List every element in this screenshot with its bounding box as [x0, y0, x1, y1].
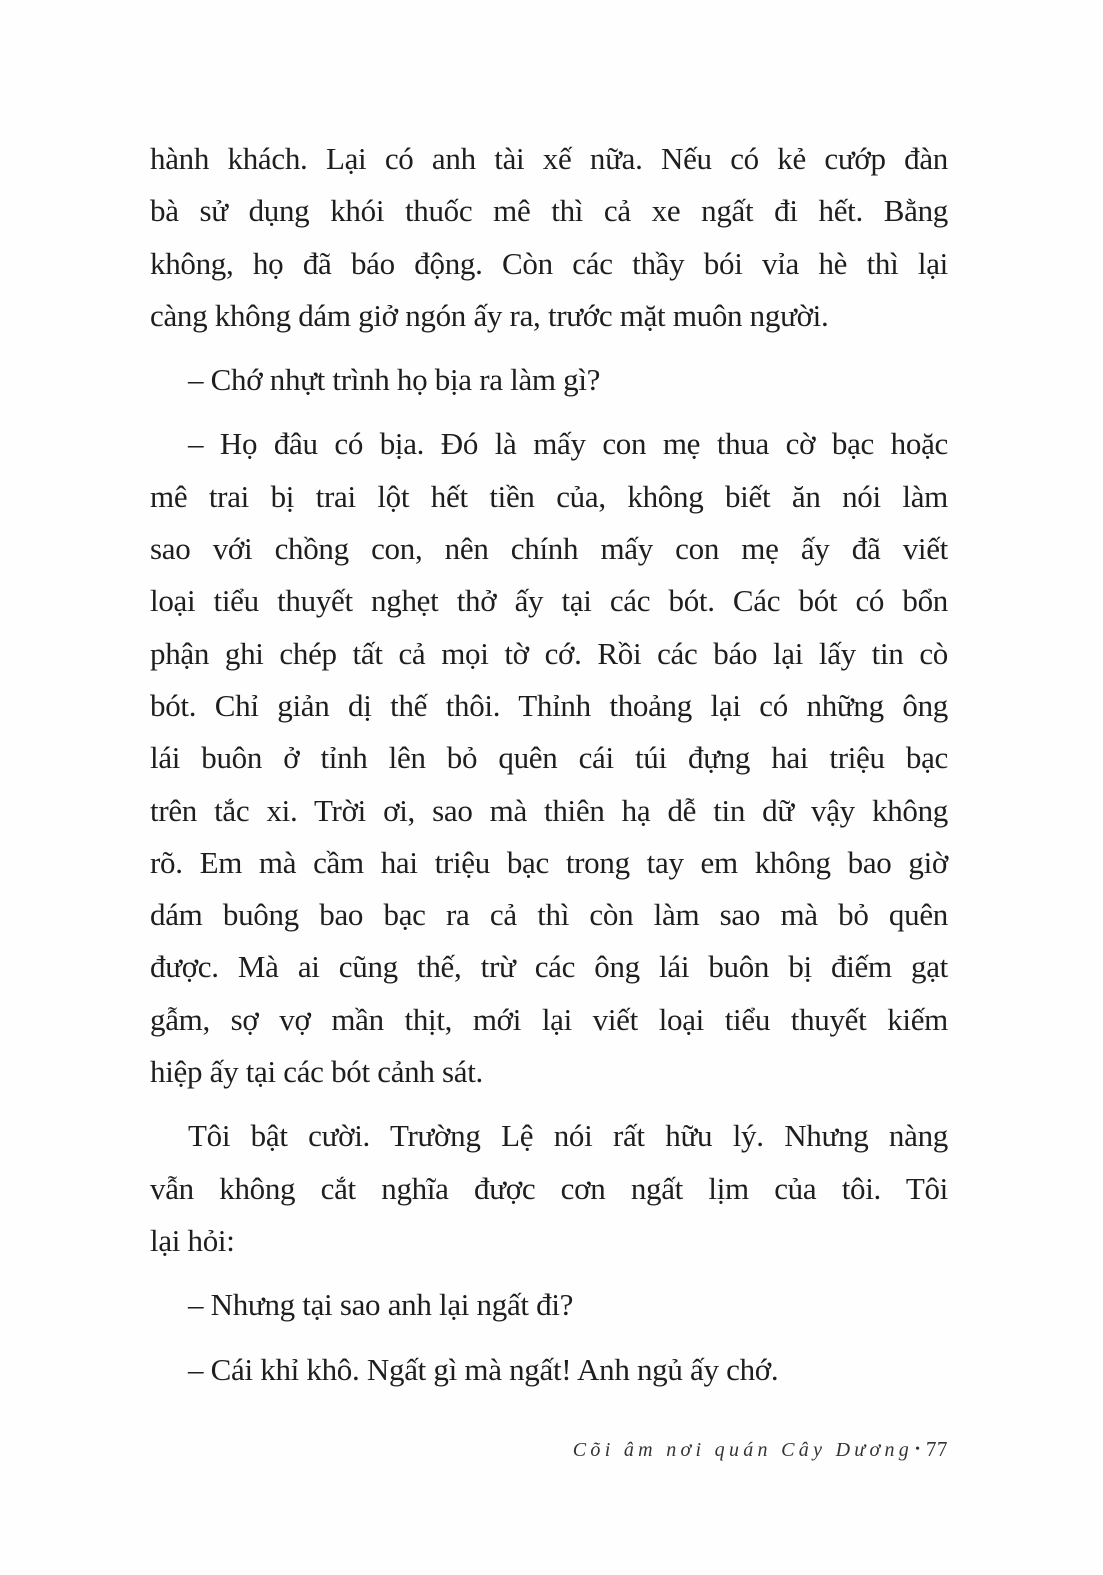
- page-number: 77: [926, 1437, 948, 1461]
- text-line: hiệp ấy tại các bót cảnh sát.: [150, 1054, 484, 1090]
- text-line: bót. Chỉ giản dị thế thôi. Thỉnh thoảng lại có những ông: [150, 687, 948, 723]
- paragraph-gap: [150, 342, 948, 354]
- text-line: được. Mà ai cũng thế, trừ các ông lái buôn bị điếm gạt: [150, 949, 948, 985]
- paragraph-gap: [150, 1332, 948, 1344]
- paragraph-gap: [150, 1267, 948, 1279]
- paragraph: [150, 133, 948, 342]
- text-line: mê trai bị trai lột hết tiền của, không biết ăn nói làm: [150, 478, 948, 514]
- text-line: loại tiểu thuyết nghẹt thở ấy tại các bót. Các bót có bổn: [150, 583, 948, 619]
- paragraph: [150, 1344, 948, 1396]
- paragraph: [150, 1110, 948, 1267]
- text-line: phận ghi chép tất cả mọi tờ cớ. Rồi các báo lại lấy tin cò: [150, 635, 948, 671]
- bullet-separator-icon: •: [915, 1442, 920, 1457]
- paragraph: [150, 418, 948, 1098]
- text-line: trên tắc xi. Trời ơi, sao mà thiên hạ dễ tin dữ vậy không: [150, 792, 948, 828]
- paragraph-gap: [150, 1098, 948, 1110]
- text-line: lái buôn ở tỉnh lên bỏ quên cái túi đựng hai triệu bạc: [150, 740, 948, 776]
- text-line: lại hỏi:: [150, 1222, 235, 1258]
- text-line: dám buông bao bạc ra cả thì còn làm sao mà bỏ quên: [150, 897, 948, 933]
- paragraph: [150, 1279, 948, 1331]
- dialogue-line: – Nhưng tại sao anh lại ngất đi?: [188, 1287, 574, 1323]
- dialogue-line: – Cái khỉ khô. Ngất gì mà ngất! Anh ngủ ấy chớ.: [188, 1351, 779, 1387]
- text-line: vẫn không cắt nghĩa được cơn ngất lịm của tôi. Tôi: [150, 1170, 948, 1206]
- text-line: sao với chồng con, nên chính mấy con mẹ ấy đã viết: [150, 531, 948, 567]
- paragraph-gap: [150, 406, 948, 418]
- text-line: rõ. Em mà cầm hai triệu bạc trong tay em không bao giờ: [150, 844, 948, 880]
- text-line: càng không dám giở ngón ấy ra, trước mặt muôn người.: [150, 297, 829, 333]
- dialogue-line: – Họ đâu có bịa. Đó là mấy con mẹ thua cờ bạc hoặc: [188, 426, 948, 462]
- paragraph: [150, 354, 948, 406]
- body-text: [150, 133, 948, 1396]
- text-line: hành khách. Lại có anh tài xế nữa. Nếu có kẻ cướp đàn: [150, 141, 948, 176]
- text-line: gẫm, sợ vợ mần thịt, mới lại viết loại tiểu thuyết kiếm: [150, 1001, 948, 1037]
- text-line: bà sử dụng khói thuốc mê thì cả xe ngất đi hết. Bằng: [150, 193, 948, 229]
- page-footer: [520, 1437, 948, 1462]
- running-title: Cõi âm nơi quán Cây Dương: [572, 1439, 914, 1461]
- text-line: không, họ đã báo động. Còn các thầy bói vỉa hè thì lại: [150, 245, 948, 281]
- dialogue-line: – Chớ nhựt trình họ bịa ra làm gì?: [188, 362, 601, 398]
- text-line: Tôi bật cười. Trường Lệ nói rất hữu lý. Nhưng nàng: [188, 1118, 948, 1154]
